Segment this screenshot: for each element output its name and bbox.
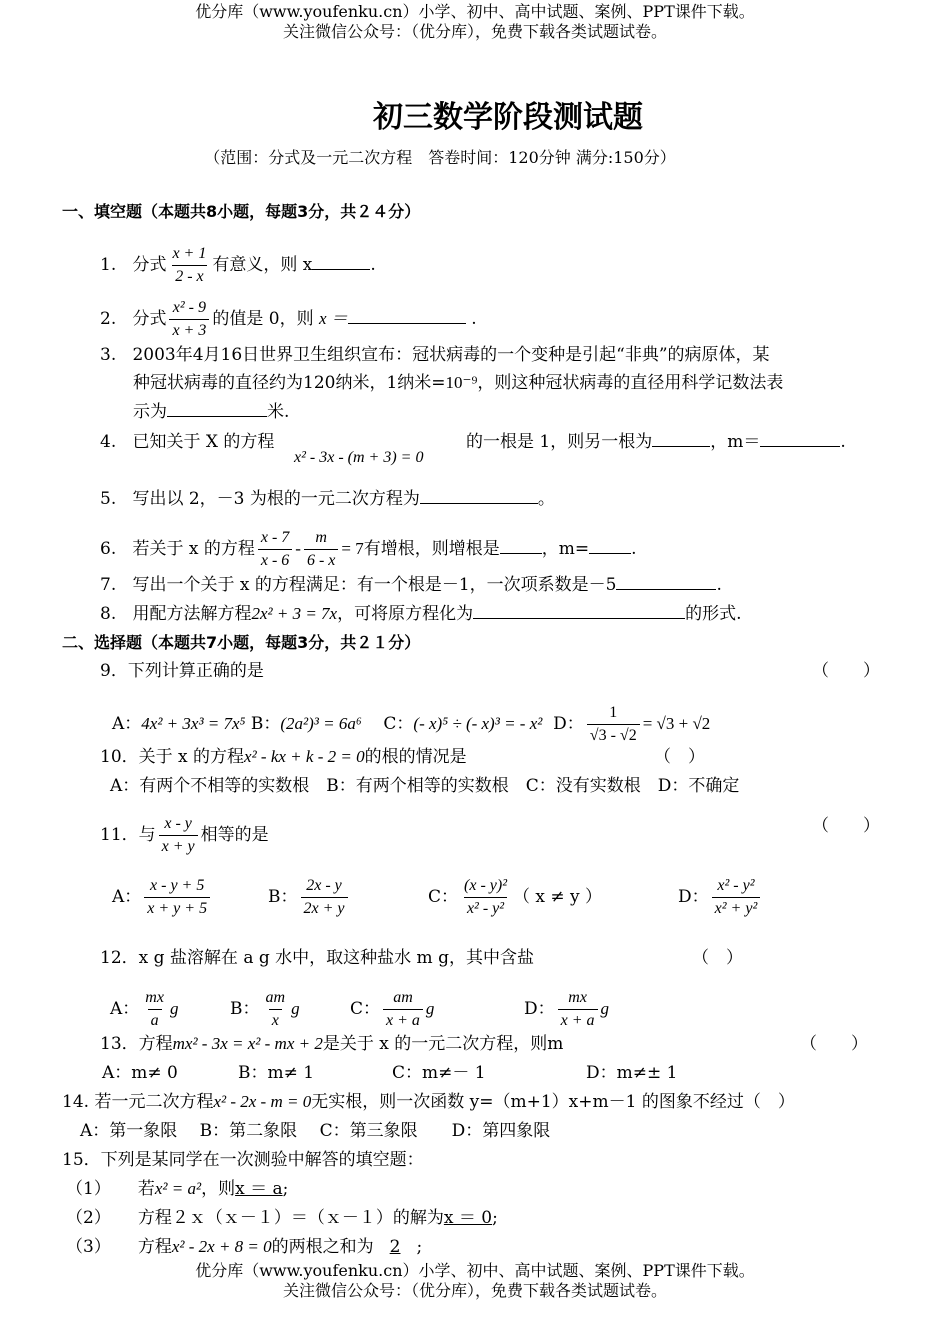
q12-option-d: D： $\frac{mx}{x + a}$ g [524, 989, 610, 1029]
question-9-options: A：4x² + 3x³ = 7x⁵ B：(2a²)³ = 6a⁶ C：(- x)⁵ ÷ (- x)³ = - x² D： $\frac{1}{√3 - √2}$ = √3 + √2 [112, 704, 711, 744]
q13-option-a: A：m≠ 0 [102, 1063, 178, 1083]
question-4: 4. 已知关于 X 的方程 [100, 432, 275, 452]
q12-option-b: B： $\frac{am}{x}$ g [230, 989, 300, 1029]
answer-paren: （ ） [812, 661, 880, 681]
question-8: 8. 用配方法解方程2x² + 3 = 7x，可将原方程化为 的形式. [100, 604, 742, 624]
page-title: 初三数学阶段测试题 [373, 100, 643, 135]
answer-blank [760, 430, 840, 447]
footer-line-1: 优分库（www.youfenku.cn）小学、初中、高中试题、案例、PPT课件下载。 [195, 1261, 755, 1280]
question-14-stem: 14. 若一元二次方程x² - 2x - m = 0无实根，则一次函数 y=（m+1）x+m－1 的图象不经过（ ） [62, 1092, 795, 1112]
question-3-line-1: 3. 2003年4月16日世界卫生组织宣布：冠状病毒的一个变种是引起“非典”的病原体，某 [100, 345, 770, 365]
answer-blank [589, 537, 631, 554]
q13-option-c: C：m≠－ 1 [392, 1063, 486, 1083]
question-1: 1. 分式 $\frac{x + 1}{2 - x}$ 有意义，则 x . [100, 245, 376, 285]
answer-blank [473, 602, 685, 619]
question-10-stem: 10．关于 x 的方程x² - kx + k - 2 = 0的根的情况是 [100, 747, 467, 767]
footer-line-2: 关注微信公众号：（优分库），免费下载各类试题试卷。 [282, 1281, 667, 1300]
q11-option-b: B： $\frac{2x - y}{2x + y}$ [268, 876, 351, 919]
q1-fraction: $\frac{x + 1}{2 - x}$ [172, 245, 207, 285]
q9-d-fraction: $\frac{1}{√3 - √2}$ [587, 703, 640, 746]
question-13-stem: 13．方程mx² - 3x = x² - mx + 2是关于 x 的一元二次方程，则m [100, 1034, 564, 1054]
q15-item-2: （2） 方程２ｘ（ｘ－１）＝（ｘ－１）的解为x ＝ 0; [66, 1208, 498, 1228]
question-2: 2. 分式 $\frac{\text{x² - 9}}{x + 3}$ 的值是 0，则 x ＝ . [100, 299, 477, 339]
question-3-line-2: 种冠状病毒的直径约为120纳米，1纳米=10⁻⁹，则这种冠状病毒的直径用科学记数法表 [133, 373, 784, 393]
question-15-stem: 15．下列是某同学在一次测验中解答的填空题： [62, 1150, 424, 1170]
question-4-rest: 的一根是 1，则另一根为 ，m＝ . [466, 432, 846, 452]
question-7: 7. 写出一个关于 x 的方程满足：有一个根是－1，一次项系数是－5 . [100, 575, 722, 595]
section1-heading: 一、填空题（本题共8小题，每题3分，共２４分） [62, 202, 421, 221]
section2-heading: 二、选择题（本题共7小题，每题3分，共２１分） [62, 633, 421, 652]
answer-paren: （ ） [800, 1034, 868, 1054]
q2-fraction: $\frac{\text{x² - 9}}{x + 3}$ [169, 298, 209, 341]
answer-blank [420, 487, 538, 504]
answer-blank [167, 400, 267, 417]
answer-blank [616, 573, 716, 590]
q11-option-d: D： $\frac{\text{x² - y²}}{\text{x² + y²}}$ [678, 876, 763, 919]
header-line-2: 关注微信公众号：（优分库），免费下载各类试题试卷。 [282, 22, 667, 41]
question-6: 6. 若关于 x 的方程 $\frac{x - 7}{x - 6}$ - $\frac{m}{6 - x}$ = 7有增根，则增根是 ，m= . [100, 529, 637, 569]
header-line-1: 优分库（www.youfenku.cn）小学、初中、高中试题、案例、PPT课件下载。 [195, 2, 755, 21]
q6-fraction-1: $\frac{x - 7}{x - 6}$ [258, 528, 292, 571]
question-9-stem: 9．下列计算正确的是 [100, 661, 264, 681]
q13-option-b: B：m≠ 1 [238, 1063, 315, 1083]
question-5: 5. 写出以 2，－3 为根的一元二次方程为 。 [100, 489, 555, 509]
q11-option-c: C： $\frac{\text{(x - y)²}}{\text{x² - y²}}$ （ x ≠ y ） [428, 877, 603, 917]
q12-option-c: C： $\frac{am}{x + a}$ g [350, 989, 435, 1029]
answer-paren: （ ） [654, 747, 705, 767]
question-12-stem: 12．x g 盐溶解在 a g 水中，取这种盐水 m g，其中含盐 [100, 948, 534, 968]
page-subtitle: （范围：分式及一元二次方程 答卷时间：120分钟 满分:150分） [204, 148, 676, 167]
question-3-line-3: 示为 米. [133, 402, 290, 422]
q4-equation: x² - 3x - (m + 3) = 0 [294, 449, 424, 466]
answer-paren: （ ） [692, 948, 743, 968]
question-14-options: A：第一象限 B：第二象限 C：第三象限 D：第四象限 [80, 1121, 551, 1141]
q13-option-d: D：m≠± 1 [586, 1063, 678, 1083]
q12-option-a: A： $\frac{mx}{a}$ g [110, 989, 179, 1029]
question-11-stem: 11．与 $\frac{x - y}{x + y}$ 相等的是 [100, 815, 269, 855]
answer-blank [348, 307, 466, 324]
q11-option-a: A： $\frac{x - y + 5}{x + y + 5}$ [112, 876, 213, 919]
question-10-options: A：有两个不相等的实数根 B：有两个相等的实数根 C：没有实数根 D：不确定 [110, 776, 740, 796]
q15-item-1: （1） 若x² = a²，则x ＝ a; [66, 1179, 289, 1199]
answer-paren: （ ） [812, 816, 880, 836]
answer-blank [312, 253, 370, 270]
answer-blank [652, 430, 710, 447]
q11-fraction: $\frac{x - y}{x + y}$ [159, 814, 198, 857]
q6-fraction-2: $\frac{m}{6 - x}$ [304, 528, 338, 571]
answer-blank [500, 537, 542, 554]
q15-item-3: （3） 方程x² - 2x + 8 = 0的两根之和为 2 ; [66, 1237, 423, 1257]
